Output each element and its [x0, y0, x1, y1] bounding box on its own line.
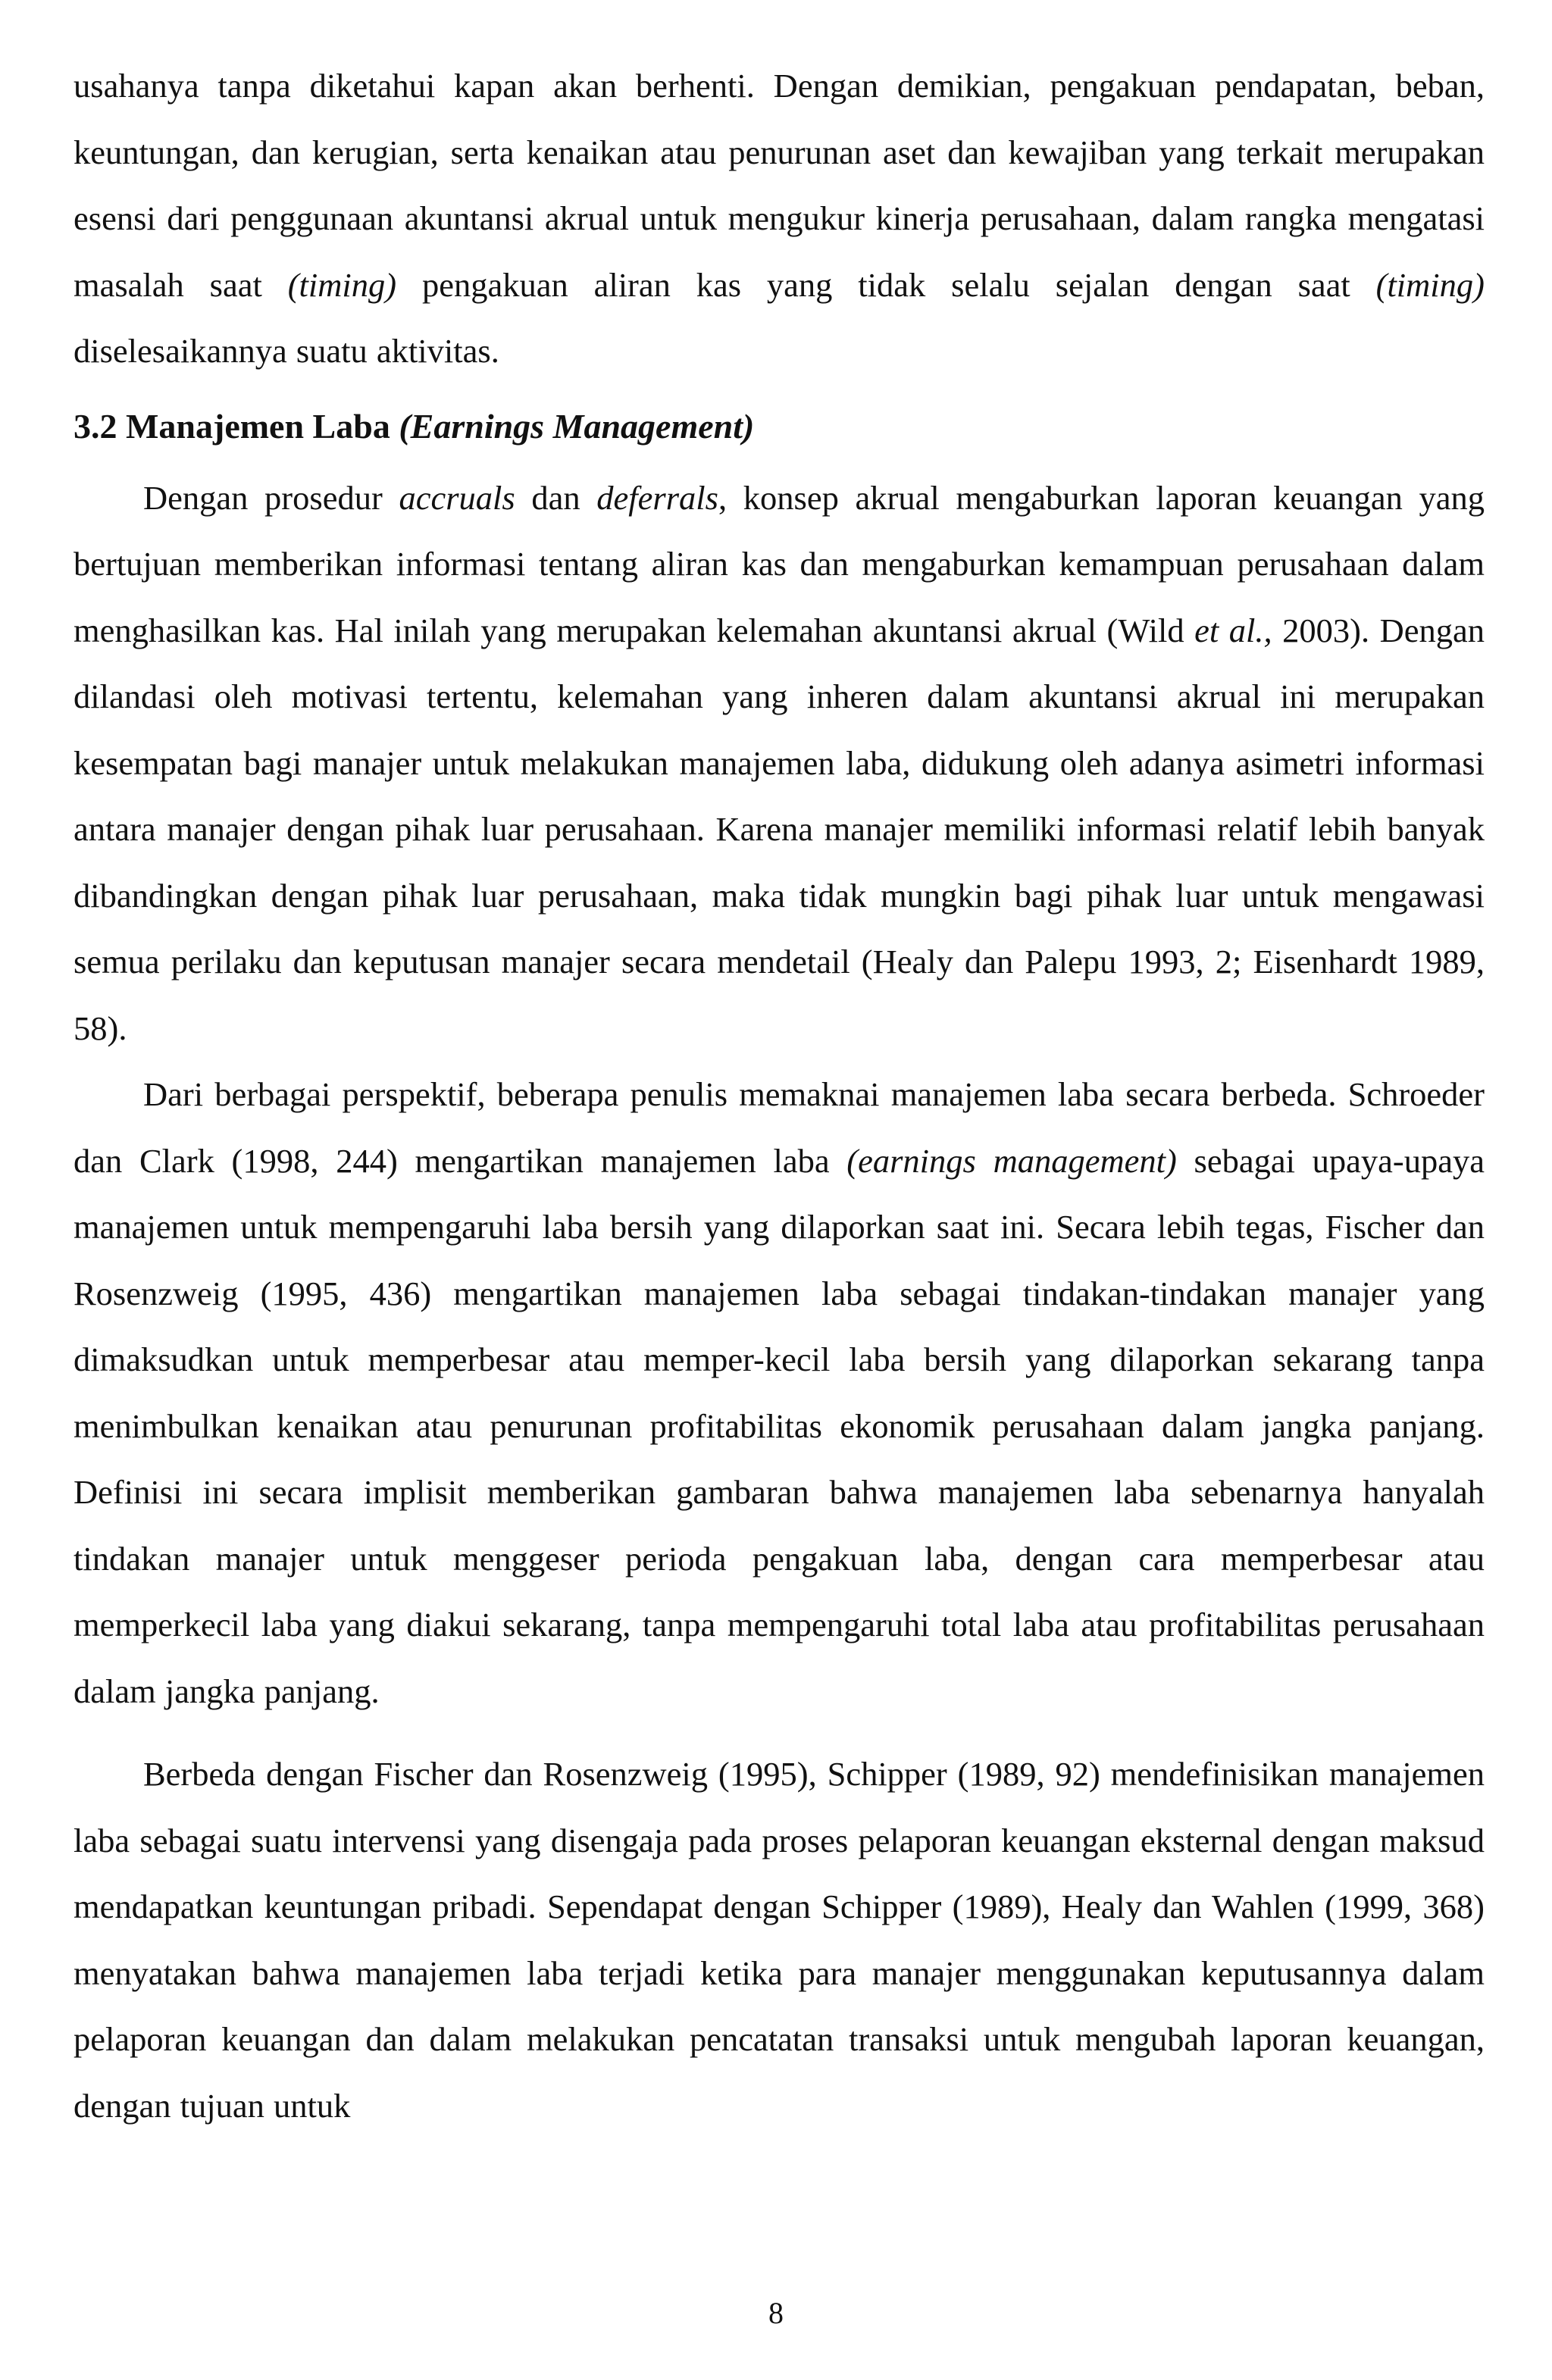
paragraph-perspectives	[74, 1062, 1485, 1725]
section-heading-italic: (Earnings Management)	[399, 406, 755, 446]
para3-text-1: Berbeda dengan Fischer dan Rosenzweig (1995), Schipper (1989, 92) mendefinisikan manajemen laba sebagai suatu intervensi yang disengaja pada proses pelaporan keuangan eksternal dengan maksud mendapatkan keuntungan pribadi. Sependapat dengan Schipper (1989), Healy dan Wahlen (1999, 368) menyatakan bahwa manajemen laba terjadi ketika para manajer menggunakan keputusannya dalam pelaporan keuangan dan dalam melakukan pencatatan transaksi untuk mengubah laporan keuangan, dengan tujuan untuk	[74, 1755, 1485, 2125]
page-number: 8	[768, 2296, 784, 2330]
section-heading-title: 3.2 Manajemen Laba	[74, 406, 399, 446]
document-page	[74, 53, 1485, 2139]
intro-text-2: pengakuan aliran kas yang tidak selalu sejalan dengan saat	[396, 265, 1376, 304]
para1-text-3: , konsep akrual mengaburkan laporan keuangan yang bertujuan memberikan informasi tentang aliran kas dan mengaburkan kemampuan perusahaan dalam menghasilkan kas. Hal inilah yang merupakan kelemahan akuntansi akrual (Wild	[74, 478, 1485, 649]
para1-text-2: dan	[515, 478, 597, 517]
intro-paragraph	[74, 53, 1485, 385]
section-heading	[74, 394, 1485, 459]
intro-text-3: diselesaikannya suatu aktivitas.	[74, 332, 499, 370]
para1-text-1: Dengan prosedur	[143, 478, 399, 517]
paragraph-accruals	[74, 465, 1485, 1062]
para2-text-1: Dari berbagai perspektif, beberapa penulis memaknai manajemen laba secara berbeda. Schroeder dan Clark (1998, 244) mengartikan manajemen laba	[74, 1075, 1485, 1180]
intro-italic-timing-2: (timing)	[1375, 265, 1485, 304]
para1-italic-accruals: accruals	[399, 478, 515, 517]
para1-italic-deferrals: deferrals	[596, 478, 718, 517]
paragraph-schipper	[74, 1741, 1485, 2139]
intro-italic-timing-1: (timing)	[287, 265, 397, 304]
para1-italic-et-al: et al.,	[1194, 611, 1272, 649]
intro-text-1: usahanya tanpa diketahui kapan akan berhenti. Dengan demikian, pengakuan pendapatan, beban, keuntungan, dan kerugian, serta kenaikan atau penurunan aset dan kewajiban yang terkait merupakan esensi dari penggunaan akuntansi akrual untuk mengukur kinerja perusahaan, dalam rangka mengatasi masalah saat	[74, 67, 1485, 304]
para1-text-4: 2003). Dengan dilandasi oleh motivasi tertentu, kelemahan yang inheren dalam akuntansi akrual ini merupakan kesempatan bagi manajer untuk melakukan manajemen laba, didukung oleh adanya asimetri informasi antara manajer dengan pihak luar perusahaan. Karena manajer memiliki informasi relatif lebih banyak dibandingkan dengan pihak luar perusahaan, maka tidak mungkin bagi pihak luar untuk mengawasi semua perilaku dan keputusan manajer secara mendetail (Healy dan Palepu 1993, 2; Eisenhardt 1989, 58).	[74, 611, 1485, 1047]
para2-italic-earnings-management: (earnings management)	[846, 1141, 1177, 1180]
para2-text-2: sebagai upaya-upaya manajemen untuk mempengaruhi laba bersih yang dilaporkan saat ini. Secara lebih tegas, Fischer dan Rosenzweig (1995, 436) mengartikan manajemen laba sebagai tindakan-tindakan manajer yang dimaksudkan untuk memperbesar atau memper-kecil laba bersih yang dilaporkan sekarang tanpa menimbulkan kenaikan atau penurunan profitabilitas ekonomik perusahaan dalam jangka panjang. Definisi ini secara implisit memberikan gambaran bahwa manajemen laba sebenarnya hanyalah tindakan manajer untuk menggeser perioda pengakuan laba, dengan cara memperbesar atau memperkecil laba yang diakui sekarang, tanpa mempengaruhi total laba atau profitabilitas perusahaan dalam jangka panjang.	[74, 1141, 1485, 1710]
